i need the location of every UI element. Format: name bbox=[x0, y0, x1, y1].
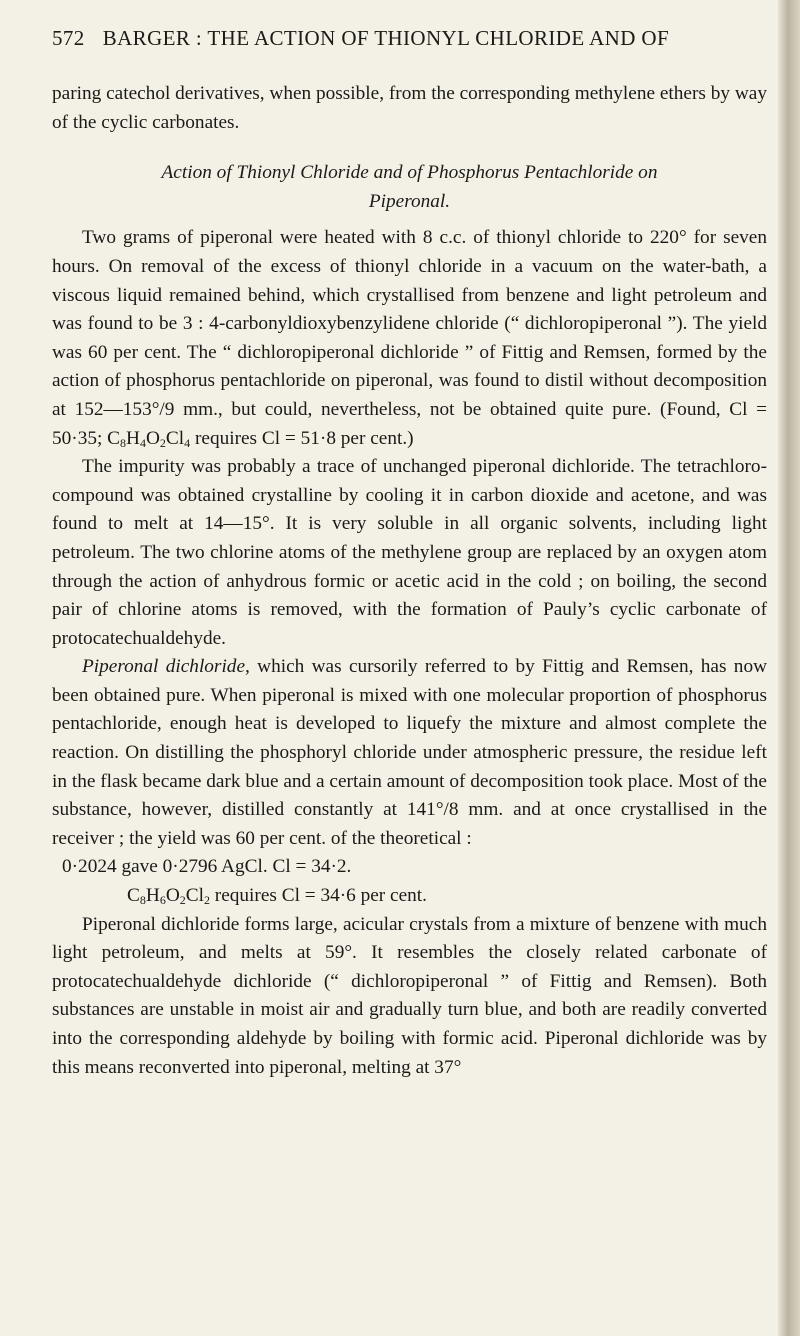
paragraph-thionyl-experiment bbox=[52, 224, 767, 453]
article-body bbox=[52, 80, 767, 1082]
analysis-line: 0·2024 gave 0·2796 AgCl. Cl = 34·2. bbox=[62, 856, 352, 878]
italic-term: Piperonal dichloride, bbox=[82, 656, 250, 678]
intro-paragraph: paring catechol derivatives, when possible, from the corresponding methylene ethers by way of the cyclic carbonates. bbox=[52, 83, 767, 133]
paragraph-properties: Piperonal dichloride forms large, acicular crystals from a mixture of benzene with much light petroleum, and melts at 59°. It resembles the closely related carbonate of protocatechualdehyde dichloride (“ dichloropiperonal ” of Fittig and Remsen). Both substances are unstable in moist air and gradually turn blue, and both are readily converted into the corresponding aldehyde by boiling with formic acid. Piperonal dichloride was by this means reconverted into piperonal, melting at 37° bbox=[52, 913, 767, 1078]
running-header bbox=[52, 18, 767, 58]
page bbox=[52, 18, 767, 1082]
paragraph-piperonal-dichloride bbox=[52, 653, 767, 853]
page-edge-shadow bbox=[778, 0, 800, 1336]
paragraph-text: which was cursorily referred to by Fittig and Remsen, has now been obtained pure. When piperonal is mixed with one molecular proportion of phosphorus pentachloride, enough heat is developed to liquefy the mixture and almost complete the reaction. On distilling the phosphoryl chloride under atmospheric pressure, the residue left in the flask became dark blue and a certain amount of decomposition took place. Most of the substance, however, distilled constantly at 141°/8 mm. and at once crystallised in the receiver ; the yield was 60 per cent. of the theoretical : bbox=[52, 656, 768, 849]
section-heading bbox=[72, 159, 747, 216]
paragraph-text-cont: requires Cl = 51·8 per cent.) bbox=[190, 427, 414, 449]
formula-c8h4o2cl4: $C_8H_4O_2Cl_4$ bbox=[107, 427, 191, 450]
section-heading-line2: Piperonal. bbox=[368, 190, 451, 212]
paragraph-impurity: The impurity was probably a trace of unchanged piperonal dichloride. The tetrachloro-compound was obtained crystalline by cooling it in carbon dioxide and acetone, and was found to melt at 14—15°. It is very soluble in all organic solvents, including light petroleum. The two chlorine atoms of the methylene group are replaced by an oxygen atom through the action of anhydrous formic or acetic acid in the cold ; on boiling, the second pair of chlorine atoms is removed, with the formation of Pauly’s cyclic carbonate of protocatechualdehyde. bbox=[52, 456, 767, 649]
formula-requirement-line: $C_8H_6O_2Cl_2$ requires Cl = 34·6 per cent. bbox=[127, 885, 427, 908]
page-number: 572 bbox=[52, 26, 85, 50]
section-heading-line1: Action of Thionyl Chloride and of Phosphorus Pentachloride on bbox=[161, 162, 658, 184]
paragraph-text: Two grams of piperonal were heated with 8 c.c. of thionyl chloride to 220° for seven hours. On removal of the excess of thionyl chloride in a vacuum on the water-bath, a viscous liquid remained behind, which crystallised from benzene and light petroleum and was found to be 3 : 4-carbonyldioxybenzylidene chloride (“ dichloropiperonal ”). The yield was 60 per cent. The “ dichloropiperonal dichloride ” of Fittig and Remsen, formed by the action of phosphorus pentachloride on piperonal, was found to distil without decomposition at 152—153°/9 mm., but could, nevertheless, not be obtained quite pure. (Found, Cl = 50·35; bbox=[52, 227, 767, 449]
running-title: BARGER : THE ACTION OF THIONYL CHLORIDE AND OF bbox=[102, 26, 670, 50]
